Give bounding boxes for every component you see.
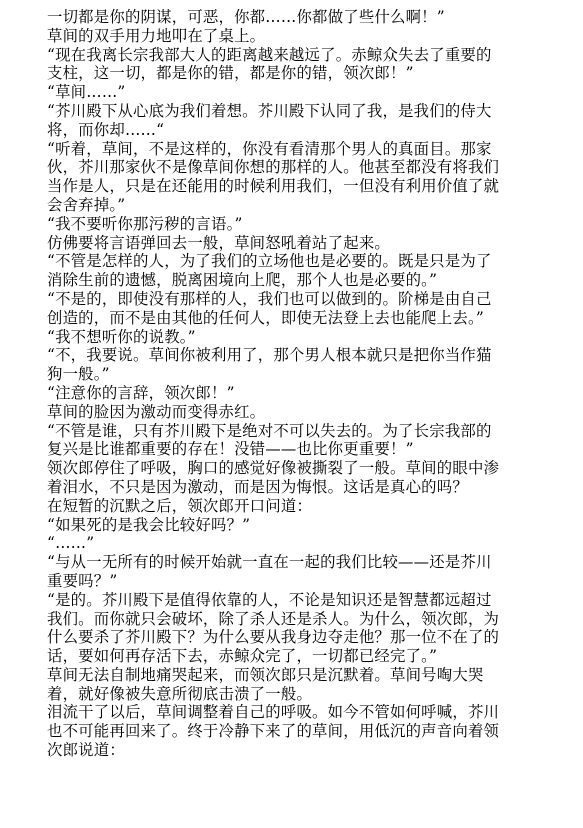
text-line: 支柱，这一切，都是你的错，都是你的错，领次郎！” <box>47 64 414 83</box>
text-line: “注意你的言辞，领次郎！” <box>47 383 235 402</box>
text-line: “我不想听你的说教。” <box>47 327 196 346</box>
text-line: 领次郎停住了呼吸，胸口的感觉好像被撕裂了一般。草间的眼中渗 <box>47 459 500 478</box>
text-line: 当作是人，只是在还能用的时候利用我们，一但没有利用价值了就 <box>47 177 500 196</box>
text-line: 一切都是你的阴谋，可恶，你都……你都做了些什么啊！” <box>47 8 445 26</box>
text-line: “不，我要说。草间你被利用了，那个男人根本就只是把你当作猫 <box>47 346 492 365</box>
text-line: 草间的双手用力地叩在了桌上。 <box>47 26 266 45</box>
text-line: 重要吗？” <box>47 571 118 590</box>
text-line: “不是的，即使没有那样的人，我们也可以做到的。阶梯是由自己 <box>47 289 492 308</box>
text-line: 伙，芥川那家伙不是像草间你想的那样的人。他甚至都没有将我们 <box>47 158 500 177</box>
text-line: 草间的脸因为激动而变得赤红。 <box>47 402 266 421</box>
text-line: 仿佛要将言语弹回去一般，草间怒吼着站了起来。 <box>47 233 390 252</box>
text-line: 草间无法自制地痛哭起来，而领次郎只是沉默着。草间号啕大哭 <box>47 665 484 684</box>
text-line: “不管是谁，只有芥川殿下是绝对不可以失去的。为了长宗我部的 <box>47 421 492 440</box>
text-line: “与从一无所有的时候开始就一直在一起的我们比较——还是芥川 <box>47 553 492 572</box>
text-line: “我不要听你那污秽的言语。” <box>47 214 243 233</box>
text-line: “现在我离长宗我部大人的距离越来越远了。赤鲸众失去了重要的 <box>47 45 492 64</box>
text-line: 次郎说道： <box>47 741 125 760</box>
text-line: 复兴是比谁都重要的存在！没错——也比你更重要！” <box>47 440 414 459</box>
text-line: 也不可能再回来了。终于冷静下来了的草间，用低沉的声音向着领 <box>47 722 500 741</box>
text-line: 将，而你却……“ <box>47 120 165 139</box>
text-line: 会舍弃掉。” <box>47 195 126 214</box>
text-line: 创造的，而不是由其他的任何人，即使无法登上去也能爬上去。” <box>47 308 484 327</box>
text-line: “不管是怎样的人，为了我们的立场他也是必要的。既是只是为了 <box>47 252 492 271</box>
text-line: 我们。而你就只会破坏，除了杀人还是杀人。为什么，领次郎，为 <box>47 609 500 628</box>
text-line: “如果死的是我会比较好吗？” <box>47 515 251 534</box>
text-line: 消除生前的遗憾，脱离困境向上爬，那个人也是必要的。” <box>47 271 438 290</box>
text-line: 泪流干了以后，草间调整着自己的呼吸。如今不管如何呼喊，芥川 <box>47 703 500 722</box>
text-line: 着泪水，不只是因为激动，而是因为悔恨。这话是真心的吗？ <box>47 477 468 496</box>
document-body <box>47 8 557 760</box>
text-line: 狗一般。” <box>47 365 110 384</box>
text-line: 话，要如何再存活下去，赤鲸众完了，一切都已经完了。” <box>47 647 438 666</box>
text-line: “是的。芥川殿下是值得依靠的人，不论是知识还是智慧都远超过 <box>47 590 492 609</box>
text-line: 在短暂的沉默之后，领次郎开口问道： <box>47 496 313 515</box>
text-line: 什么要杀了芥川殿下？为什么要从我身边夺走他？那一位不在了的 <box>47 628 500 647</box>
text-line: “草间……” <box>47 83 126 102</box>
text-line: “听着，草间，不是这样的，你没有看清那个男人的真面目。那家 <box>47 139 492 158</box>
text-line: “……” <box>47 534 95 553</box>
text-line: 着，就好像被失意所彻底击溃了一般。 <box>47 684 313 703</box>
text-line: “芥川殿下从心底为我们着想。芥川殿下认同了我，是我们的侍大 <box>47 101 492 120</box>
